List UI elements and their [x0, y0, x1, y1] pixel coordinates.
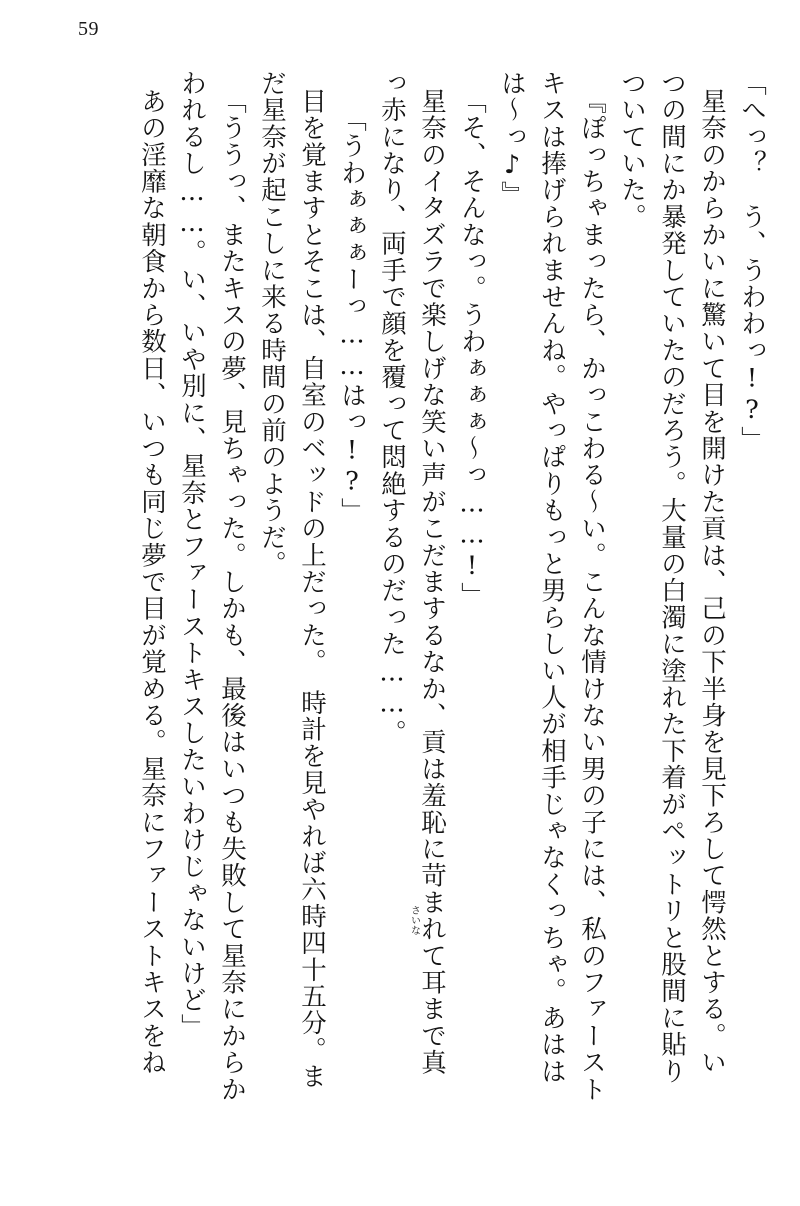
text-column: 星奈のからかいに驚いて目を開けた貢は、己の下半身を見下ろして愕然とする。い — [697, 88, 727, 1076]
text-column: キスは捧げられませんね。やっぱりもっと男らしい人が相手じゃなくっちゃ。あはは — [537, 70, 567, 1085]
vertical-text-body — [40, 70, 767, 1170]
text-column: っ赤になり、両手で顔を覆って悶絶するのだった……。 — [377, 70, 407, 747]
text-column: 星奈のイタズラで楽しげな笑い声がこだまするなか、貢は羞恥に苛まれて耳まで真 — [417, 88, 447, 1076]
text-column: あの淫靡な朝食から数日、いつも同じ夢で目が覚める。星奈にファーストキスをね — [137, 88, 167, 1076]
text-column: つの間にか暴発していたのだろう。大量の白濁に塗れた下着がペットリと股間に貼り — [657, 70, 687, 1085]
text-column: 「へっ？ う、うわわっ!?」 — [737, 70, 767, 453]
text-column: ついていた。 — [617, 70, 647, 231]
text-column: 『ぽっちゃまったら、かっこわる～い。こんな情けない男の子には、私のファースト — [577, 88, 607, 1103]
page-number: 59 — [78, 18, 99, 40]
ruby-annotation: さいな — [408, 905, 420, 935]
text-column: 「うわぁぁぁーっ……はっ!?」 — [337, 106, 367, 525]
text-column: 「ううっ、またキスの夢、見ちゃった。しかも、最後はいつも失敗して星奈にからか — [217, 88, 247, 1103]
text-column: 「そ、そんなっ。うわぁぁぁ～っ……!」 — [457, 88, 487, 609]
text-column: われるし……。い、いや別に、星奈とファーストキスしたいわけじゃないけど」 — [177, 70, 207, 1041]
text-column: は～っ♪』 — [497, 70, 527, 208]
text-column: だ星奈が起こしに来る時間の前のようだ。 — [257, 70, 287, 578]
text-column: 目を覚ますとそこは、自室のベッドの上だった。 時計を見やれば六時四十五分。ま — [297, 88, 327, 1090]
